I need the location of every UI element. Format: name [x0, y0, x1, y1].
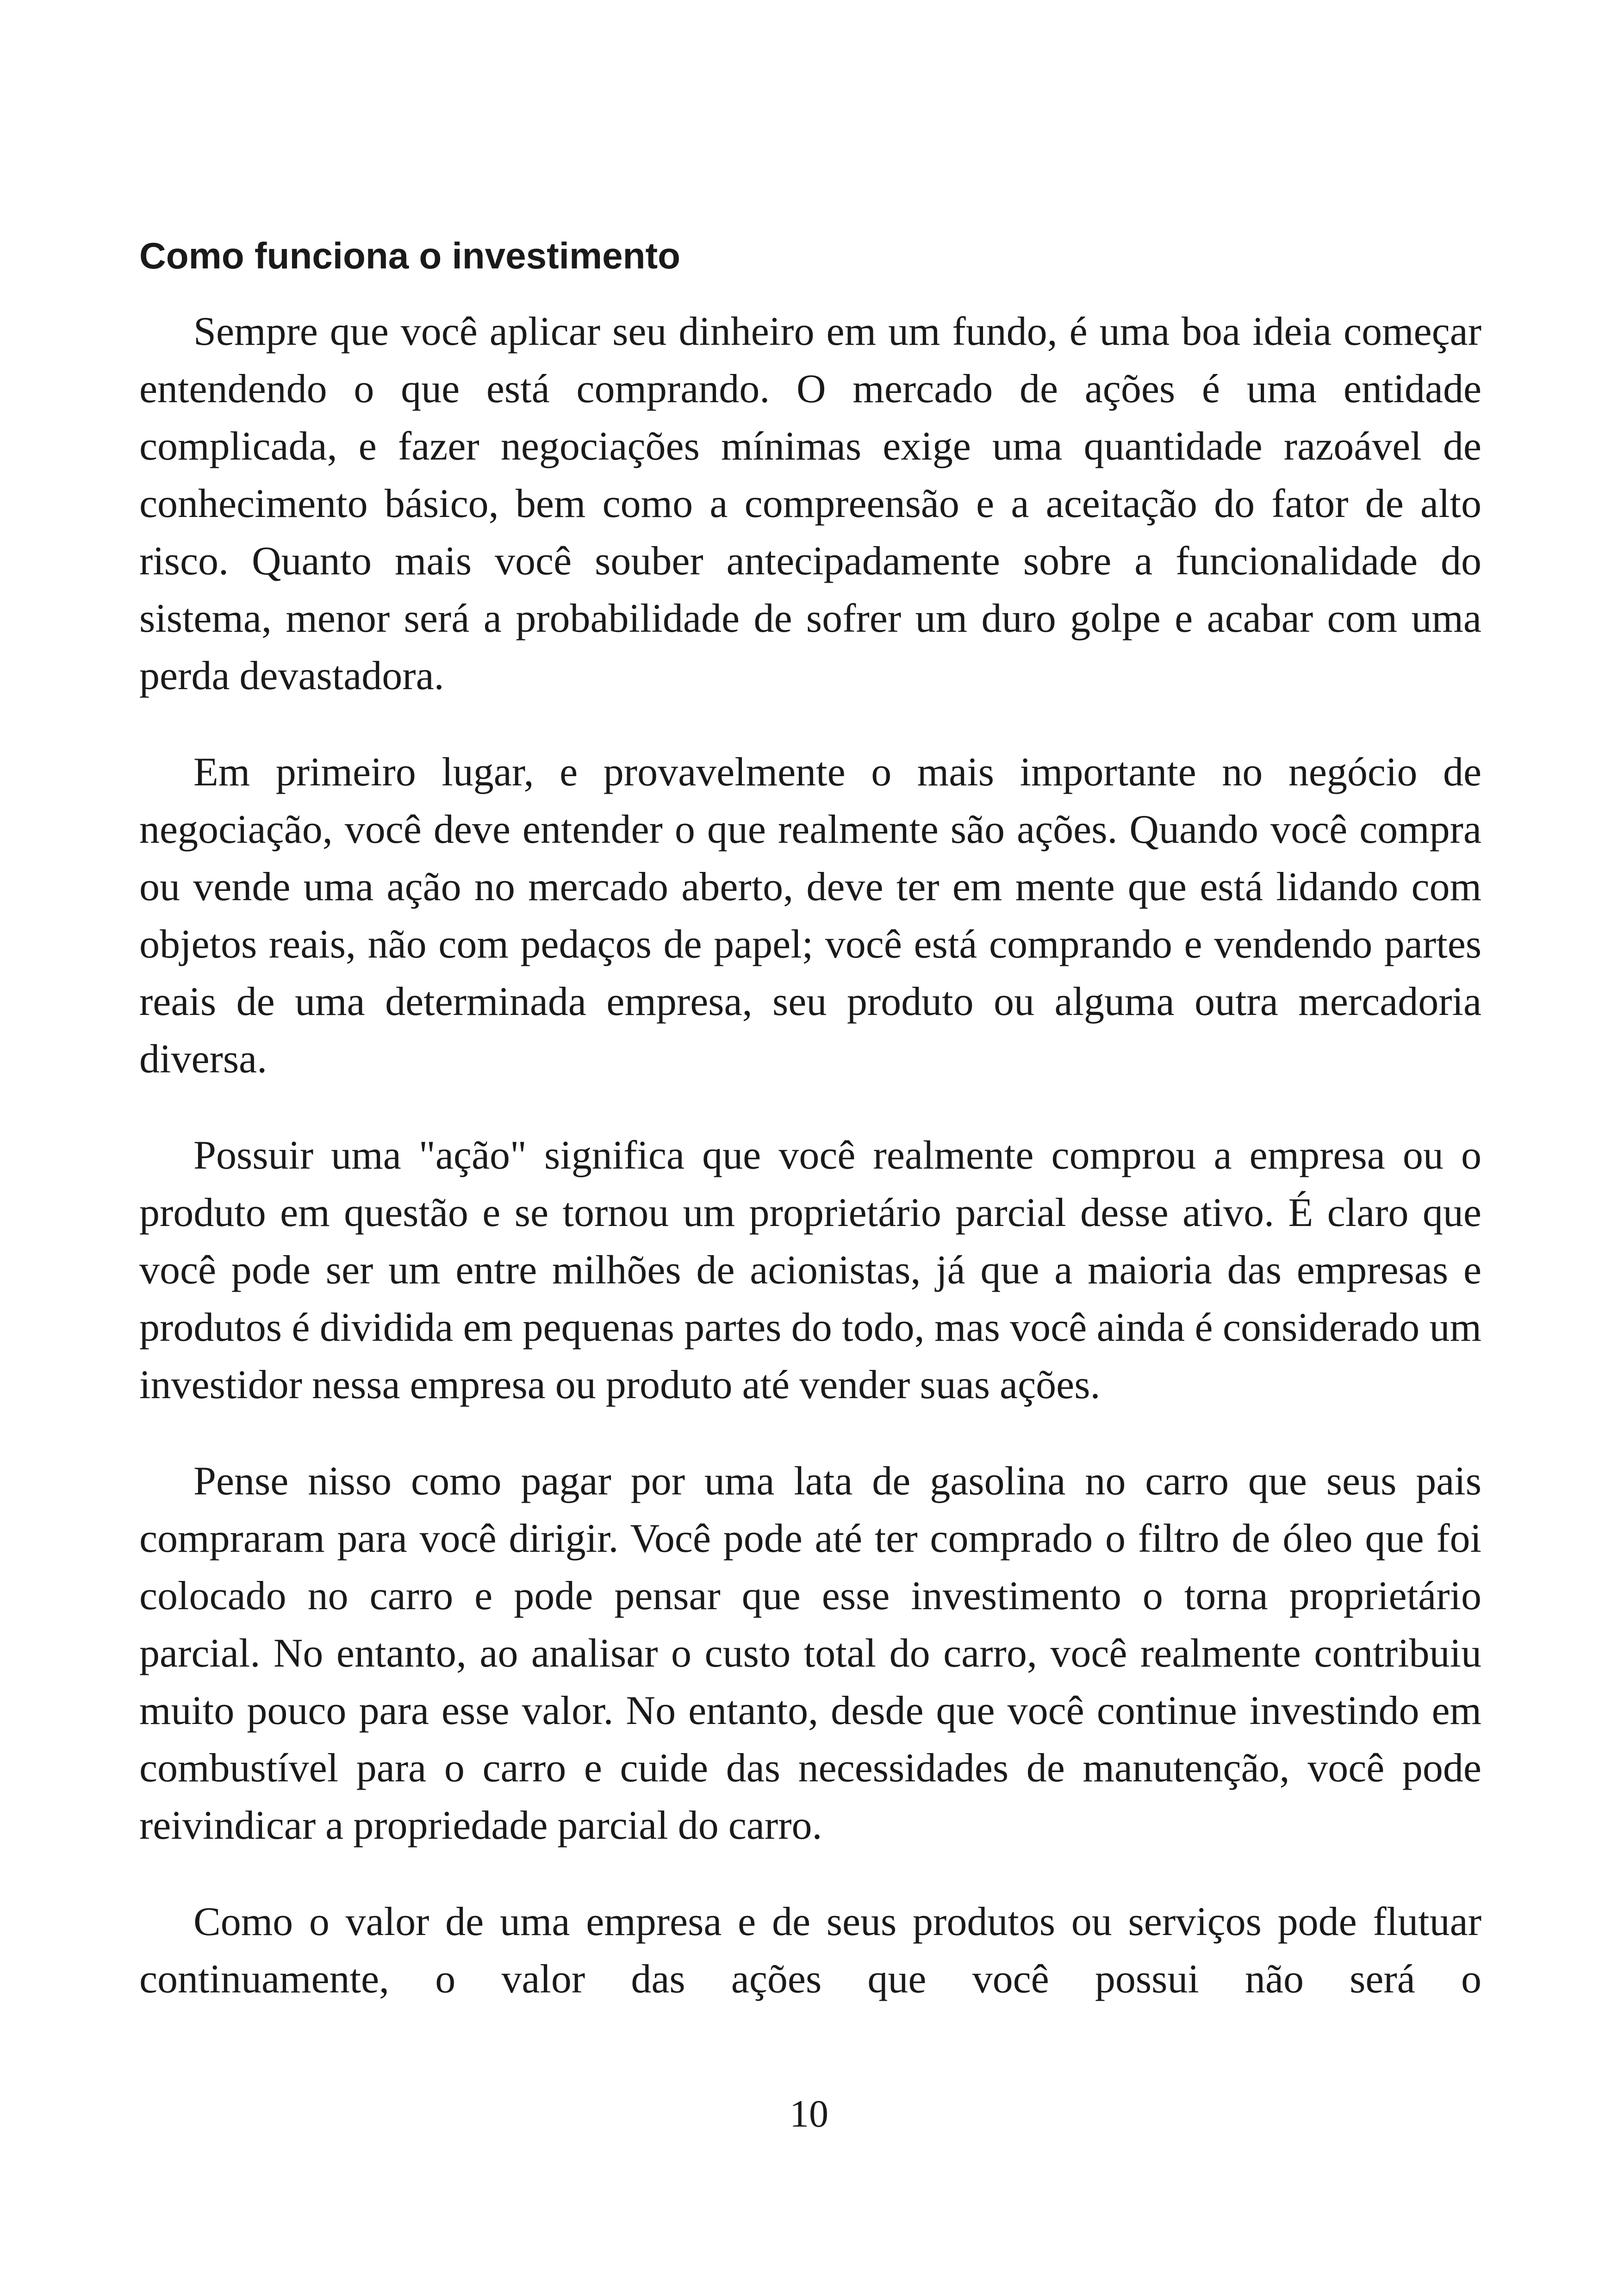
paragraph: Sempre que você aplicar seu dinheiro em um fundo, é uma boa ideia começar entendendo o que está comprando. O mercado de ações é uma entidade complicada, e fazer negociações mínimas exige uma quantidade razoável de conhecimento básico, bem como a compreensão e a aceitação do fator de alto risco. Quanto mais você souber antecipadamente sobre a funcionalidade do sistema, menor será a probabilidade de sofrer um duro golpe e acabar com uma perda devastadora. — [139, 309, 1481, 698]
paragraph: Em primeiro lugar, e provavelmente o mais importante no negócio de negociação, você deve entender o que realmente são ações. Quando você compra ou vende uma ação no mercado aberto, deve ter em mente que está lidando com objetos reais, não com pedaços de papel; você está comprando e vendendo partes reais de uma determinada empresa, seu produto ou alguma outra mercadoria diversa. — [139, 750, 1481, 1082]
body-text — [139, 303, 1481, 2008]
section-heading: Como funciona o investimento — [139, 235, 680, 276]
paragraph: Pense nisso como pagar por uma lata de gasolina no carro que seus pais compraram para você dirigir. Você pode até ter comprado o filtro de óleo que foi colocado no carro e pode pensar que esse investimento o torna proprietário parcial. No entanto, ao analisar o custo total do carro, você realmente contribuiu muito pouco para esse valor. No entanto, desde que você continue investindo em combustível para o carro e cuide das necessidades de manutenção, você pode reivindicar a propriedade parcial do carro. — [139, 1459, 1481, 1848]
page-number: 10 — [790, 2092, 828, 2135]
paragraph: Possuir uma "ação" significa que você realmente comprou a empresa ou o produto em questão e se tornou um proprietário parcial desse ativo. É claro que você pode ser um entre milhões de acionistas, já que a maioria das empresas e produtos é dividida em pequenas partes do todo, mas você ainda é considerado um investidor nessa empresa ou produto até vender suas ações. — [139, 1133, 1481, 1407]
paragraph: Como o valor de uma empresa e de seus produtos ou serviços pode flutuar continuamente, o valor das ações que você possui não será o — [139, 1899, 1481, 2002]
